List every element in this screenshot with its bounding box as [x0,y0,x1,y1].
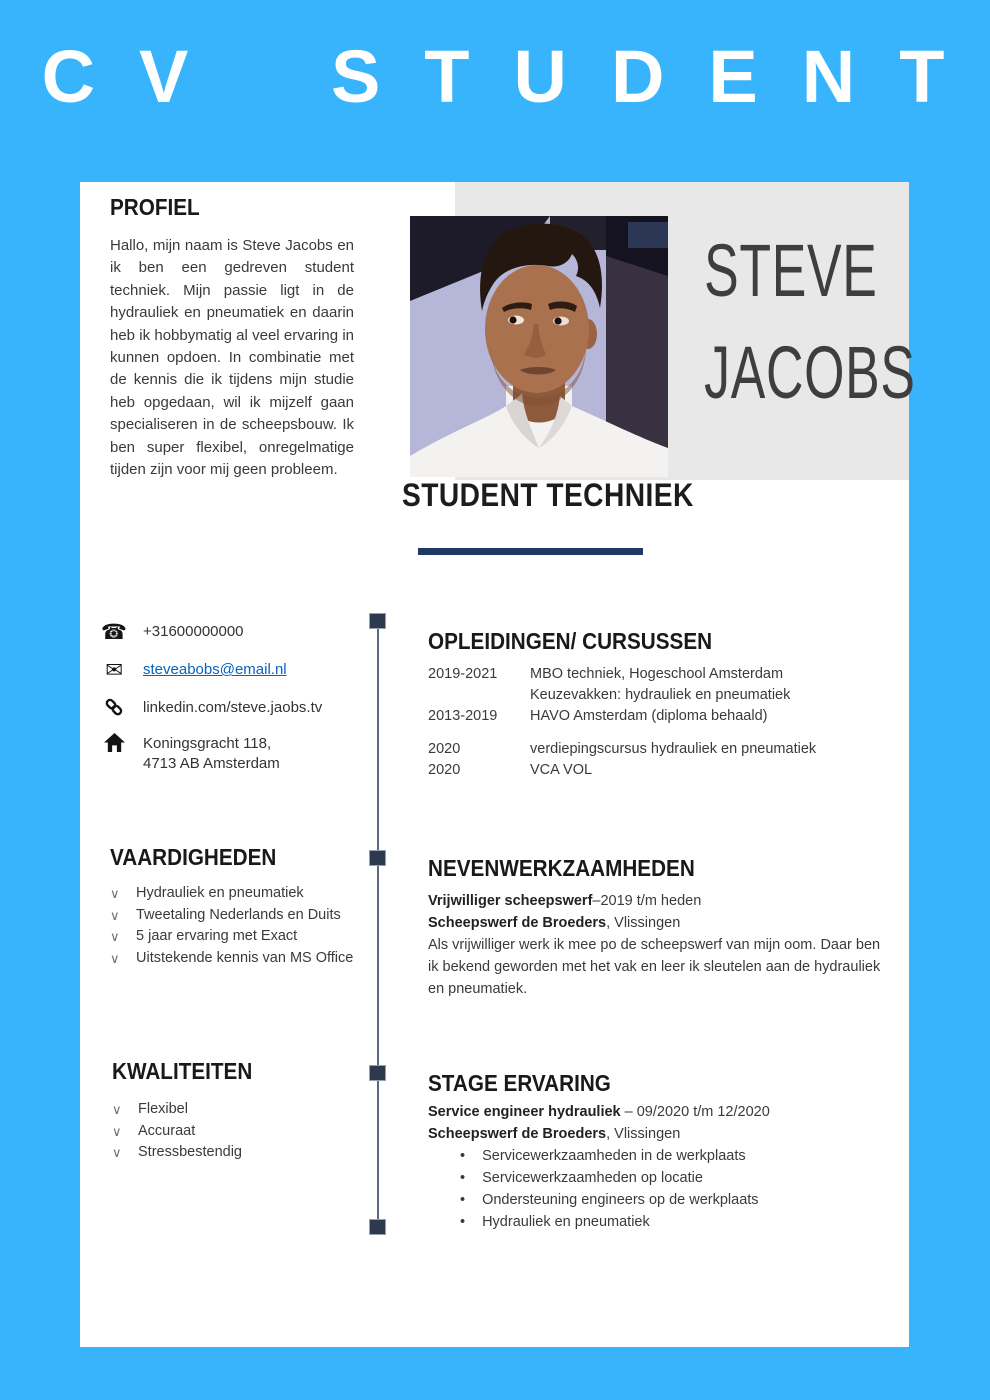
check-icon: ∨ [110,950,120,966]
cv-page [80,182,916,1347]
timeline-node [369,1065,386,1081]
bullet-item: • Ondersteuning engineers op de werkplaats [460,1189,886,1211]
side-activities-body [428,890,886,1000]
last-name: JACOBS [704,331,916,414]
bullet-item: • Servicewerkzaamheden in de werkplaats [460,1145,886,1167]
education-heading: OPLEIDINGEN/ CURSUSSEN [428,628,713,654]
side-role-line: Vrijwilliger scheepswerf–2019 t/m heden [428,893,702,909]
list-item: ∨ Accuraat [112,1121,402,1143]
link-icon [98,696,130,718]
education-description: VCA VOL [530,762,593,778]
qualities-list [112,1099,402,1164]
profile-heading: PROFIEL [110,194,200,220]
section-profile [110,194,354,481]
side-activities-heading: NEVENWERKZAAMHEDEN [428,855,695,881]
contact-item [98,732,388,774]
education-row [428,706,890,727]
side-org-line: Scheepswerf de Broeders, Vlissingen [428,915,681,931]
section-skills [110,844,400,969]
home-icon [98,732,130,753]
qualities-heading: KWALITEITEN [112,1058,253,1084]
education-period: 2013-2019 [428,708,498,724]
email-icon: ✉ [105,658,123,682]
education-period: 2020 [428,762,461,778]
phone-icon: ☎ [100,620,128,644]
list-item: ∨ Tweetaling Nederlands en Duits [110,905,400,927]
section-internship [428,1070,886,1233]
section-side-activities [428,855,886,1000]
bullet-icon: • [460,1170,466,1186]
section-education [428,628,890,781]
education-description: HAVO Amsterdam (diploma behaald) [530,708,768,724]
check-icon: ∨ [112,1123,122,1139]
timeline-node [369,1219,386,1235]
bullet-icon: • [460,1148,466,1164]
contact-text: Koningsgracht 118, 4713 AB Amsterdam [143,735,280,772]
first-name: STEVE [704,229,878,312]
list-item: ∨ Flexibel [112,1099,402,1121]
check-icon: ∨ [110,886,120,901]
contact-list [98,620,388,774]
banner-title: CV STUDENT [41,35,989,118]
internship-heading: STAGE ERVARING [428,1070,611,1096]
skills-list [110,883,400,969]
contact-text: +31600000000 [143,623,244,640]
contact-item [98,658,388,682]
contact-item [98,696,388,718]
internship-body [428,1101,886,1233]
education-period: 2020 [428,741,461,757]
internship-role-line: Service engineer hydrauliek – 09/2020 t/m 12/2020 [428,1104,770,1120]
bullet-item: • Hydrauliek en pneumatiek [460,1211,886,1233]
check-icon: ∨ [110,929,120,944]
list-item: ∨ 5 jaar ervaring met Exact [110,926,400,948]
education-description: MBO techniek, Hogeschool Amsterdam Keuzevakken: hydrauliek en pneumatiek [530,666,791,703]
role-title: STUDENT TECHNIEK [402,477,694,513]
education-row [428,739,890,760]
list-item: ∨ Hydrauliek en pneumatiek [110,883,400,905]
candidate-name [668,220,916,424]
timeline-node [369,850,386,866]
education-row [428,664,890,706]
side-description: Als vrijwilliger werk ik mee po de scheepswerf van mijn oom. Daar ben ik bekend geworden met het vak en leer ik sleutelen aan de hydrauliek en pneumatiek. [428,937,881,997]
contact-item [98,620,388,644]
profile-text: Hallo, mijn naam is Steve Jacobs en ik ben een gedreven student techniek. Mijn passie ligt in de hydrauliek en pneumatiek en daarin heb ik hobbymatig al veel ervaring in kunnen opdoen. In combinatie met de kennis die ik tijdens mijn studie heb opgedaan, wil ik mijzelf gaan specialiseren in de scheepsbouw. Ik ben super flexibel, onregelmatige tijden zijn voor mij geen probleem. [110,237,354,479]
check-icon: ∨ [110,907,120,923]
profile-photo [410,216,668,477]
portrait-illustration [410,216,668,477]
internship-bullet-list [428,1145,886,1233]
list-item: ∨ Stressbestendig [112,1142,402,1164]
education-row [428,760,890,781]
timeline-node [369,613,386,629]
bullet-icon: • [460,1214,466,1230]
accent-underline [418,548,643,555]
section-qualities [112,1058,402,1164]
education-period: 2019-2021 [428,666,498,682]
contact-text: linkedin.com/steve.jaobs.tv [143,699,323,716]
check-icon: ∨ [112,1102,122,1117]
contact-text[interactable]: steveabobs@email.nl [143,661,287,678]
check-icon: ∨ [112,1145,122,1160]
education-table [428,664,890,781]
timeline-line [377,621,379,1227]
skills-heading: VAARDIGHEDEN [110,844,277,870]
bullet-icon: • [460,1192,466,1208]
education-description: verdiepingscursus hydrauliek en pneumatiek [530,741,817,757]
internship-org-line: Scheepswerf de Broeders, Vlissingen [428,1126,681,1142]
bullet-item: • Servicewerkzaamheden op locatie [460,1167,886,1189]
list-item: ∨ Uitstekende kennis van MS Office [110,948,400,970]
